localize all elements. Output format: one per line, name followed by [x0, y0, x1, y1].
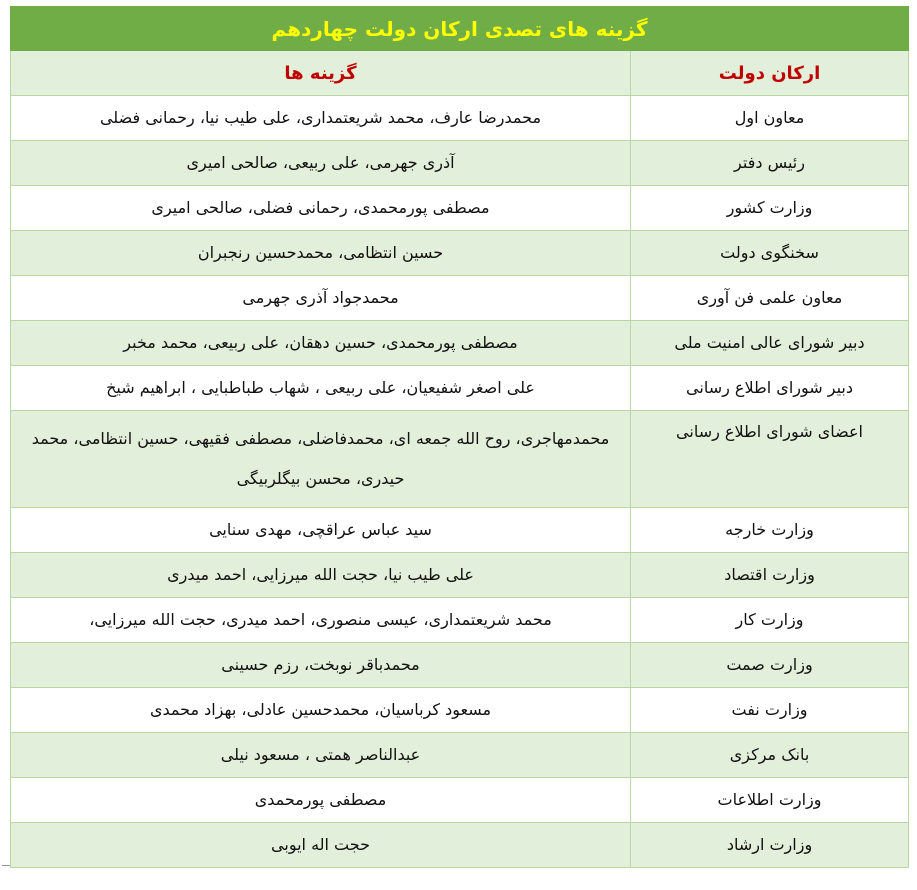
candidates-cell: مسعود کرباسیان، محمدحسین عادلی، بهزاد محمدی	[11, 688, 631, 733]
position-cell: سخنگوی دولت	[631, 231, 909, 276]
candidates-cell: حسین انتظامی، محمدحسین رنجبران	[11, 231, 631, 276]
position-cell: دبیر شورای عالی امنیت ملی	[631, 321, 909, 366]
position-cell: معاون علمی فن آوری	[631, 276, 909, 321]
table-row	[11, 321, 909, 366]
position-cell: اعضای شورای اطلاع رسانی	[631, 411, 909, 508]
candidates-cell: حجت اله ایوبی	[11, 823, 631, 868]
candidates-cell: محمدمهاجری، روح الله جمعه ای، محمدفاضلی، مصطفی فقیهی، حسین انتظامی، محمد حیدری، محسن بیگلربیگی	[11, 411, 631, 508]
table-row	[11, 598, 909, 643]
position-cell: وزارت اطلاعات	[631, 778, 909, 823]
table-row	[11, 141, 909, 186]
position-cell: وزارت کشور	[631, 186, 909, 231]
table-row	[11, 231, 909, 276]
candidates-cell: محمدباقر نوبخت، رزم حسینی	[11, 643, 631, 688]
page-edge-mark	[2, 865, 10, 866]
position-cell: وزارت کار	[631, 598, 909, 643]
table-row	[11, 823, 909, 868]
candidates-cell: محمد شریعتمداری، عیسی منصوری، احمد میدری، حجت الله میرزایی،	[11, 598, 631, 643]
table-row	[11, 366, 909, 411]
candidates-cell: علی اصغر شفیعیان، علی ربیعی ، شهاب طباطبایی ، ابراهیم شیخ	[11, 366, 631, 411]
candidates-cell: مصطفی پورمحمدی	[11, 778, 631, 823]
table-row	[11, 96, 909, 141]
table-row	[11, 778, 909, 823]
header-row	[11, 51, 909, 96]
column-header-candidates: گزینه ها	[11, 51, 631, 96]
cabinet-candidates-table	[10, 6, 909, 868]
candidates-sheet	[10, 6, 908, 868]
position-cell: بانک مرکزی	[631, 733, 909, 778]
candidates-cell: علی طیب نیا، حجت الله میرزایی، احمد میدری	[11, 553, 631, 598]
candidates-cell: عبدالناصر همتی ، مسعود نیلی	[11, 733, 631, 778]
candidates-cell: محمدرضا عارف، محمد شریعتمداری، علی طیب نیا، رحمانی فضلی	[11, 96, 631, 141]
table-row	[11, 733, 909, 778]
candidates-cell: مصطفی پورمحمدی، رحمانی فضلی، صالحی امیری	[11, 186, 631, 231]
table-row	[11, 508, 909, 553]
position-cell: وزارت اقتصاد	[631, 553, 909, 598]
table-row	[11, 411, 909, 508]
position-cell: رئیس دفتر	[631, 141, 909, 186]
position-cell: وزارت خارجه	[631, 508, 909, 553]
table-row	[11, 553, 909, 598]
position-cell: دبیر شورای اطلاع رسانی	[631, 366, 909, 411]
position-cell: معاون اول	[631, 96, 909, 141]
candidates-cell: سید عباس عراقچی، مهدی سنایی	[11, 508, 631, 553]
candidates-cell: آذری جهرمی، علی ربیعی، صالحی امیری	[11, 141, 631, 186]
table-row	[11, 688, 909, 733]
candidates-cell: محمدجواد آذری جهرمی	[11, 276, 631, 321]
title-row	[11, 7, 909, 51]
table-row	[11, 643, 909, 688]
table-row	[11, 186, 909, 231]
position-cell: وزارت ارشاد	[631, 823, 909, 868]
table-title: گزینه های تصدی ارکان دولت چهاردهم	[11, 7, 909, 51]
column-header-position: ارکان دولت	[631, 51, 909, 96]
position-cell: وزارت نفت	[631, 688, 909, 733]
position-cell: وزارت صمت	[631, 643, 909, 688]
candidates-cell: مصطفی پورمحمدی، حسین دهقان، علی ربیعی، محمد مخبر	[11, 321, 631, 366]
table-row	[11, 276, 909, 321]
